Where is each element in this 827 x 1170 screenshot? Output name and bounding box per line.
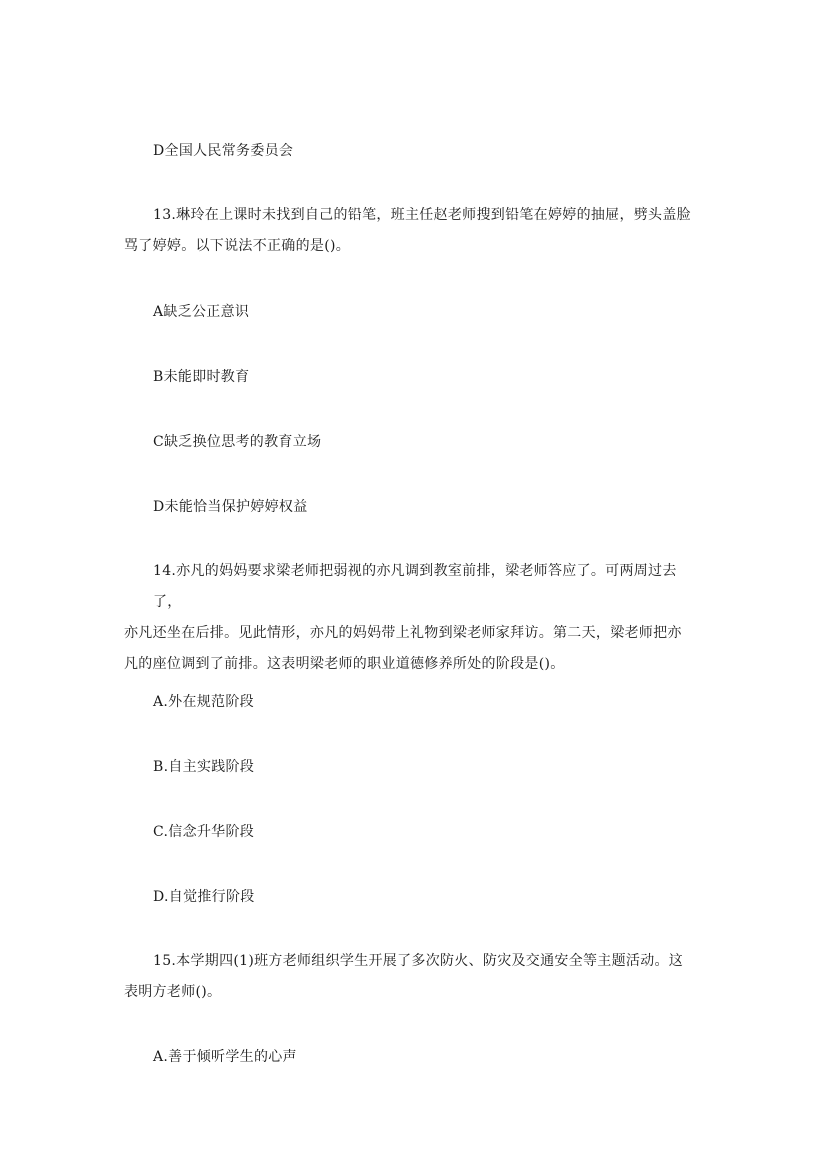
q14-stem-line-1: 14.亦凡的妈妈要求梁老师把弱视的亦凡调到教室前排，梁老师答应了。可两周过去了， <box>153 563 677 610</box>
q14-option-b: B.自主实践阶段 <box>153 759 255 775</box>
q14-option-d: D.自觉推行阶段 <box>153 889 255 905</box>
q13-option-b: B未能即时教育 <box>153 369 250 385</box>
q14-stem-line-3: 凡的座位调到了前排。这表明梁老师的职业道德修养所处的阶段是()。 <box>124 656 565 672</box>
q15-stem-line-1: 15.本学期四(1)班方老师组织学生开展了多次防火、防灾及交通安全等主题活动。这 <box>153 953 684 969</box>
q13-stem-line-1: 13.琳玲在上课时未找到自己的铅笔，班主任赵老师搜到铅笔在婷婷的抽屉，劈头盖脸 <box>153 207 691 223</box>
q14-stem <box>124 556 704 680</box>
q13-stem <box>124 200 704 262</box>
q14-stem-line-2: 亦凡还坐在后排。见此情形，亦凡的妈妈带上礼物到梁老师家拜访。第二天，梁老师把亦 <box>124 625 682 641</box>
q13-option-c: C缺乏换位思考的教育立场 <box>153 434 322 450</box>
q15-stem <box>124 946 704 1008</box>
q15-option-a: A.善于倾听学生的心声 <box>153 1049 297 1065</box>
q14-option-c: C.信念升华阶段 <box>153 824 255 840</box>
q14-option-a: A.外在规范阶段 <box>153 694 254 710</box>
q13-option-d: D未能恰当保护婷婷权益 <box>153 499 308 515</box>
q15-stem-line-2: 表明方老师()。 <box>124 984 222 1000</box>
q12-option-d: D全国人民常务委员会 <box>153 143 294 159</box>
q13-stem-line-2: 骂了婷婷。以下说法不正确的是()。 <box>124 238 351 254</box>
q13-option-a: A缺乏公正意识 <box>153 304 250 320</box>
